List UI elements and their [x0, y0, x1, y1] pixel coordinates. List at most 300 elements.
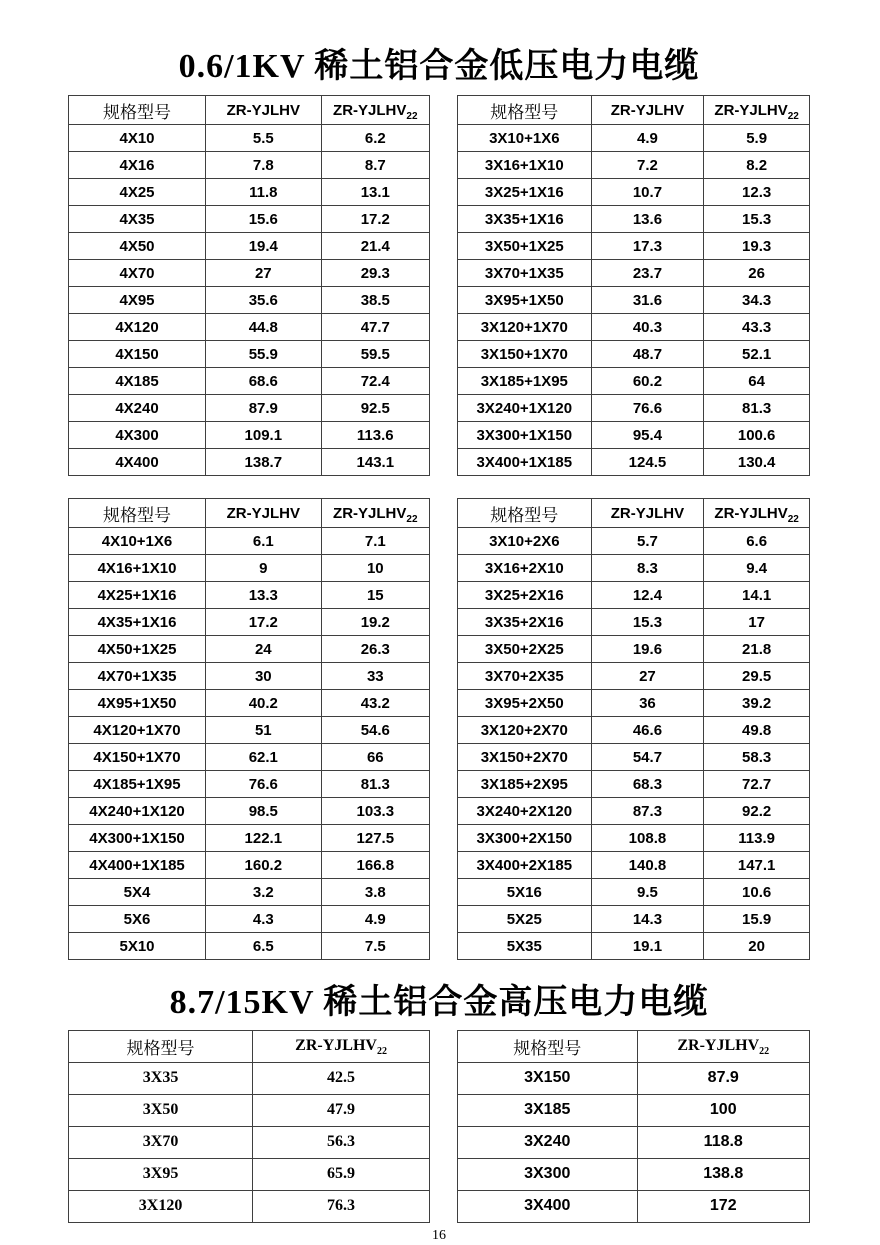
- value-cell: 56.3: [253, 1126, 430, 1158]
- table-row: [458, 341, 810, 368]
- value-cell: 166.8: [321, 852, 429, 879]
- value-cell: 118.8: [637, 1126, 810, 1158]
- column-header: 规格型号: [69, 1030, 253, 1062]
- table-row: [458, 744, 810, 771]
- value-cell: 30: [206, 663, 322, 690]
- spec-cell: 3X50+2X25: [458, 636, 592, 663]
- table-row: [458, 179, 810, 206]
- spec-cell: 4X300: [69, 422, 206, 449]
- table-row: [458, 555, 810, 582]
- value-cell: 160.2: [206, 852, 322, 879]
- table-row: [458, 879, 810, 906]
- column-header: ZR-YJLHV: [591, 96, 704, 125]
- column-header: 规格型号: [458, 1030, 638, 1062]
- table-row: [458, 528, 810, 555]
- table-row: [69, 422, 430, 449]
- value-cell: 38.5: [321, 287, 429, 314]
- value-cell: 10: [321, 555, 429, 582]
- column-header: $ZR-YJLHV_{22}$: [321, 499, 429, 528]
- value-cell: 60.2: [591, 368, 704, 395]
- spec-cell: 4X300+1X150: [69, 825, 206, 852]
- value-cell: 138.7: [206, 449, 322, 476]
- value-cell: 34.3: [704, 287, 810, 314]
- table-row: [458, 1158, 810, 1190]
- value-cell: 4.9: [591, 125, 704, 152]
- header-row: [69, 499, 430, 528]
- value-cell: 58.3: [704, 744, 810, 771]
- spec-cell: 4X120: [69, 314, 206, 341]
- section1-row1: [68, 95, 810, 476]
- spec-cell: 5X35: [458, 933, 592, 960]
- value-cell: 108.8: [591, 825, 704, 852]
- spec-cell: 5X25: [458, 906, 592, 933]
- value-cell: 19.3: [704, 233, 810, 260]
- table-row: [69, 582, 430, 609]
- table-row: [69, 528, 430, 555]
- spec-cell: 5X16: [458, 879, 592, 906]
- value-cell: 14.3: [591, 906, 704, 933]
- column-header: ZR-YJLHV: [206, 96, 322, 125]
- spec-cell: 4X35+1X16: [69, 609, 206, 636]
- value-cell: 3.2: [206, 879, 322, 906]
- value-cell: 92.5: [321, 395, 429, 422]
- value-cell: 5.7: [591, 528, 704, 555]
- spec-cell: 4X70+1X35: [69, 663, 206, 690]
- value-cell: 7.2: [591, 152, 704, 179]
- value-cell: 48.7: [591, 341, 704, 368]
- header-row: [458, 499, 810, 528]
- table-row: [69, 1094, 430, 1126]
- value-cell: 17.3: [591, 233, 704, 260]
- spec-cell: 3X35+1X16: [458, 206, 592, 233]
- header-subscript: 22: [406, 110, 418, 122]
- value-cell: 8.3: [591, 555, 704, 582]
- value-cell: 17: [704, 609, 810, 636]
- spec-cell: 3X400: [458, 1190, 638, 1222]
- value-cell: 3.8: [321, 879, 429, 906]
- column-header: 规格型号: [458, 499, 592, 528]
- spec-cell: 3X240+2X120: [458, 798, 592, 825]
- spec-cell: 4X10: [69, 125, 206, 152]
- value-cell: 43.2: [321, 690, 429, 717]
- value-cell: 23.7: [591, 260, 704, 287]
- table-row: [69, 825, 430, 852]
- spec-cell: 4X25+1X16: [69, 582, 206, 609]
- header-row: [69, 96, 430, 125]
- value-cell: 6.1: [206, 528, 322, 555]
- value-cell: 100.6: [704, 422, 810, 449]
- value-cell: 8.2: [704, 152, 810, 179]
- value-cell: 19.6: [591, 636, 704, 663]
- header-subscript: 22: [759, 1046, 770, 1058]
- spec-cell: 3X120+1X70: [458, 314, 592, 341]
- table-row: [458, 449, 810, 476]
- table-row: [458, 609, 810, 636]
- value-cell: 29.3: [321, 260, 429, 287]
- value-cell: 76.6: [206, 771, 322, 798]
- table-row: [458, 1190, 810, 1222]
- value-cell: 13.1: [321, 179, 429, 206]
- value-cell: 10.6: [704, 879, 810, 906]
- value-cell: 87.9: [206, 395, 322, 422]
- table-row: [69, 1062, 430, 1094]
- spec-cell: 3X120: [69, 1190, 253, 1222]
- value-cell: 5.5: [206, 125, 322, 152]
- value-cell: 15.6: [206, 206, 322, 233]
- value-cell: 6.5: [206, 933, 322, 960]
- spec-cell: 5X6: [69, 906, 206, 933]
- spec-cell: 3X240: [458, 1126, 638, 1158]
- spec-cell: 4X70: [69, 260, 206, 287]
- spec-cell: 3X95: [69, 1158, 253, 1190]
- value-cell: 10.7: [591, 179, 704, 206]
- table-row: [69, 1190, 430, 1222]
- value-cell: 21.8: [704, 636, 810, 663]
- value-cell: 27: [591, 663, 704, 690]
- spec-cell: 3X70+1X35: [458, 260, 592, 287]
- value-cell: 100: [637, 1094, 810, 1126]
- table-row: [69, 179, 430, 206]
- table-row: [69, 395, 430, 422]
- spec-cell: 4X150+1X70: [69, 744, 206, 771]
- table-row: [69, 287, 430, 314]
- spec-cell: 4X35: [69, 206, 206, 233]
- column-header: 规格型号: [69, 96, 206, 125]
- value-cell: 7.1: [321, 528, 429, 555]
- value-cell: 31.6: [591, 287, 704, 314]
- value-cell: 44.8: [206, 314, 322, 341]
- spec-cell: 4X95+1X50: [69, 690, 206, 717]
- section2-title: 8.7/15KV 稀土铝合金高压电力电缆: [169, 984, 709, 1022]
- table-row: [69, 609, 430, 636]
- spec-cell: 3X185+1X95: [458, 368, 592, 395]
- spec-cell: 4X240+1X120: [69, 798, 206, 825]
- header-subscript: 22: [376, 1046, 387, 1058]
- value-cell: 113.9: [704, 825, 810, 852]
- column-header: ZR-YJLHV: [206, 499, 322, 528]
- spec-cell: 3X10+1X6: [458, 125, 592, 152]
- value-cell: 15.9: [704, 906, 810, 933]
- value-cell: 14.1: [704, 582, 810, 609]
- table-row: [458, 798, 810, 825]
- value-cell: 7.8: [206, 152, 322, 179]
- value-cell: 15.3: [704, 206, 810, 233]
- value-cell: 42.5: [253, 1062, 430, 1094]
- value-cell: 143.1: [321, 449, 429, 476]
- table-row: [458, 690, 810, 717]
- value-cell: 7.5: [321, 933, 429, 960]
- value-cell: 62.1: [206, 744, 322, 771]
- value-cell: 55.9: [206, 341, 322, 368]
- spec-cell: 4X16+1X10: [69, 555, 206, 582]
- table-row: [69, 152, 430, 179]
- table-row: [69, 1126, 430, 1158]
- value-cell: 26.3: [321, 636, 429, 663]
- header-row: [458, 1030, 810, 1062]
- value-cell: 11.8: [206, 179, 322, 206]
- table-row: [458, 395, 810, 422]
- spec-cell: 4X400+1X185: [69, 852, 206, 879]
- spec-cell: 3X25+2X16: [458, 582, 592, 609]
- value-cell: 109.1: [206, 422, 322, 449]
- table-row: [458, 1094, 810, 1126]
- value-cell: 12.3: [704, 179, 810, 206]
- value-cell: 43.3: [704, 314, 810, 341]
- header-subscript: 22: [406, 513, 418, 525]
- value-cell: 12.4: [591, 582, 704, 609]
- column-header: $ZR-YJLHV_{22}$: [321, 96, 429, 125]
- value-cell: 81.3: [704, 395, 810, 422]
- value-cell: 39.2: [704, 690, 810, 717]
- spec-cell: 3X70: [69, 1126, 253, 1158]
- value-cell: 76.6: [591, 395, 704, 422]
- table-row: [69, 933, 430, 960]
- table-hv-large-sections: [457, 1030, 810, 1223]
- column-header: 规格型号: [458, 96, 592, 125]
- spec-cell: 3X240+1X120: [458, 395, 592, 422]
- table-lv-4core: [68, 95, 430, 476]
- table-row: [458, 422, 810, 449]
- value-cell: 6.6: [704, 528, 810, 555]
- value-cell: 68.3: [591, 771, 704, 798]
- value-cell: 4.9: [321, 906, 429, 933]
- value-cell: 13.6: [591, 206, 704, 233]
- value-cell: 47.9: [253, 1094, 430, 1126]
- page-number: 16: [432, 1227, 446, 1243]
- value-cell: 40.2: [206, 690, 322, 717]
- value-cell: 51: [206, 717, 322, 744]
- column-header: $ZR-YJLHV_{22}$: [704, 96, 810, 125]
- table-row: [69, 744, 430, 771]
- table-row: [69, 341, 430, 368]
- table-row: [458, 636, 810, 663]
- value-cell: 27: [206, 260, 322, 287]
- spec-cell: 4X150: [69, 341, 206, 368]
- spec-cell: 3X150+2X70: [458, 744, 592, 771]
- value-cell: 49.8: [704, 717, 810, 744]
- value-cell: 87.9: [637, 1062, 810, 1094]
- spec-cell: 3X150+1X70: [458, 341, 592, 368]
- value-cell: 8.7: [321, 152, 429, 179]
- value-cell: 113.6: [321, 422, 429, 449]
- table-row: [458, 314, 810, 341]
- spec-cell: 3X35+2X16: [458, 609, 592, 636]
- spec-cell: 5X10: [69, 933, 206, 960]
- value-cell: 9: [206, 555, 322, 582]
- value-cell: 103.3: [321, 798, 429, 825]
- table-row: [69, 314, 430, 341]
- value-cell: 172: [637, 1190, 810, 1222]
- table-row: [69, 233, 430, 260]
- header-subscript: 22: [787, 513, 799, 525]
- table-lv-4plus1-5core: [68, 498, 430, 960]
- value-cell: 47.7: [321, 314, 429, 341]
- table-hv-small-sections: [68, 1030, 430, 1223]
- table-row: [69, 879, 430, 906]
- table-row: [458, 368, 810, 395]
- value-cell: 72.4: [321, 368, 429, 395]
- spec-cell: 4X25: [69, 179, 206, 206]
- value-cell: 15.3: [591, 609, 704, 636]
- table-row: [69, 449, 430, 476]
- table-row: [69, 852, 430, 879]
- value-cell: 17.2: [206, 609, 322, 636]
- spec-cell: 4X120+1X70: [69, 717, 206, 744]
- spec-cell: 3X185+2X95: [458, 771, 592, 798]
- column-header: $ZR-YJLHV_{22}$: [637, 1030, 810, 1062]
- value-cell: 54.6: [321, 717, 429, 744]
- spec-cell: 3X16+1X10: [458, 152, 592, 179]
- value-cell: 36: [591, 690, 704, 717]
- value-cell: 5.9: [704, 125, 810, 152]
- table-row: [458, 233, 810, 260]
- value-cell: 26: [704, 260, 810, 287]
- spec-cell: 3X300+1X150: [458, 422, 592, 449]
- table-row: [458, 287, 810, 314]
- table-row: [458, 663, 810, 690]
- value-cell: 21.4: [321, 233, 429, 260]
- spec-cell: 3X50: [69, 1094, 253, 1126]
- table-row: [69, 798, 430, 825]
- value-cell: 122.1: [206, 825, 322, 852]
- table-row: [69, 717, 430, 744]
- value-cell: 35.6: [206, 287, 322, 314]
- table-row: [69, 663, 430, 690]
- spec-cell: 3X35: [69, 1062, 253, 1094]
- table-row: [69, 125, 430, 152]
- value-cell: 66: [321, 744, 429, 771]
- value-cell: 124.5: [591, 449, 704, 476]
- value-cell: 72.7: [704, 771, 810, 798]
- value-cell: 46.6: [591, 717, 704, 744]
- value-cell: 33: [321, 663, 429, 690]
- value-cell: 20: [704, 933, 810, 960]
- table-lv-3plus1: [457, 95, 810, 476]
- value-cell: 54.7: [591, 744, 704, 771]
- value-cell: 19.4: [206, 233, 322, 260]
- value-cell: 6.2: [321, 125, 429, 152]
- spec-cell: 4X50+1X25: [69, 636, 206, 663]
- table-row: [69, 260, 430, 287]
- table-row: [69, 636, 430, 663]
- value-cell: 81.3: [321, 771, 429, 798]
- section1-title: 0.6/1KV 稀土铝合金低压电力电缆: [178, 48, 700, 85]
- spec-cell: 4X240: [69, 395, 206, 422]
- value-cell: 127.5: [321, 825, 429, 852]
- spec-cell: 3X95+1X50: [458, 287, 592, 314]
- table-row: [458, 933, 810, 960]
- table-lv-3plus2-5core: [457, 498, 810, 960]
- value-cell: 65.9: [253, 1158, 430, 1190]
- value-cell: 147.1: [704, 852, 810, 879]
- table-row: [69, 771, 430, 798]
- spec-cell: 4X10+1X6: [69, 528, 206, 555]
- header-row: [458, 96, 810, 125]
- value-cell: 87.3: [591, 798, 704, 825]
- value-cell: 40.3: [591, 314, 704, 341]
- table-row: [69, 1158, 430, 1190]
- spec-cell: 3X16+2X10: [458, 555, 592, 582]
- table-row: [458, 1126, 810, 1158]
- column-header: $ZR-YJLHV_{22}$: [704, 499, 810, 528]
- value-cell: 52.1: [704, 341, 810, 368]
- table-row: [69, 368, 430, 395]
- column-header: 规格型号: [69, 499, 206, 528]
- value-cell: 68.6: [206, 368, 322, 395]
- value-cell: 64: [704, 368, 810, 395]
- spec-cell: 3X10+2X6: [458, 528, 592, 555]
- section2-row: [68, 1030, 810, 1223]
- spec-cell: 3X185: [458, 1094, 638, 1126]
- value-cell: 17.2: [321, 206, 429, 233]
- header-subscript: 22: [787, 110, 799, 122]
- table-row: [458, 206, 810, 233]
- spec-cell: 3X120+2X70: [458, 717, 592, 744]
- table-row: [458, 717, 810, 744]
- value-cell: 92.2: [704, 798, 810, 825]
- header-row: [69, 1030, 430, 1062]
- column-header: $ZR-YJLHV_{22}$: [253, 1030, 430, 1062]
- table-row: [458, 260, 810, 287]
- spec-cell: 3X400+1X185: [458, 449, 592, 476]
- spec-cell: 5X4: [69, 879, 206, 906]
- value-cell: 140.8: [591, 852, 704, 879]
- table-row: [458, 771, 810, 798]
- spec-cell: 3X150: [458, 1062, 638, 1094]
- value-cell: 15: [321, 582, 429, 609]
- value-cell: 9.4: [704, 555, 810, 582]
- spec-cell: 3X50+1X25: [458, 233, 592, 260]
- value-cell: 98.5: [206, 798, 322, 825]
- table-row: [458, 825, 810, 852]
- value-cell: 29.5: [704, 663, 810, 690]
- spec-cell: 3X300: [458, 1158, 638, 1190]
- value-cell: 138.8: [637, 1158, 810, 1190]
- value-cell: 19.2: [321, 609, 429, 636]
- spec-cell: 3X95+2X50: [458, 690, 592, 717]
- spec-cell: 4X185: [69, 368, 206, 395]
- spec-cell: 4X95: [69, 287, 206, 314]
- spec-cell: 4X185+1X95: [69, 771, 206, 798]
- value-cell: 59.5: [321, 341, 429, 368]
- table-row: [69, 206, 430, 233]
- table-row: [458, 852, 810, 879]
- value-cell: 9.5: [591, 879, 704, 906]
- value-cell: 130.4: [704, 449, 810, 476]
- spec-cell: 3X300+2X150: [458, 825, 592, 852]
- spec-cell: 4X16: [69, 152, 206, 179]
- value-cell: 24: [206, 636, 322, 663]
- table-row: [69, 906, 430, 933]
- spec-cell: 4X400: [69, 449, 206, 476]
- section1-row2: [68, 498, 810, 960]
- table-row: [458, 1062, 810, 1094]
- value-cell: 95.4: [591, 422, 704, 449]
- table-row: [69, 555, 430, 582]
- spec-cell: 3X400+2X185: [458, 852, 592, 879]
- column-header: ZR-YJLHV: [591, 499, 704, 528]
- value-cell: 4.3: [206, 906, 322, 933]
- spec-cell: 3X70+2X35: [458, 663, 592, 690]
- spec-cell: 4X50: [69, 233, 206, 260]
- table-row: [458, 125, 810, 152]
- value-cell: 19.1: [591, 933, 704, 960]
- table-row: [458, 152, 810, 179]
- spec-cell: 3X25+1X16: [458, 179, 592, 206]
- table-row: [69, 690, 430, 717]
- value-cell: 13.3: [206, 582, 322, 609]
- table-row: [458, 582, 810, 609]
